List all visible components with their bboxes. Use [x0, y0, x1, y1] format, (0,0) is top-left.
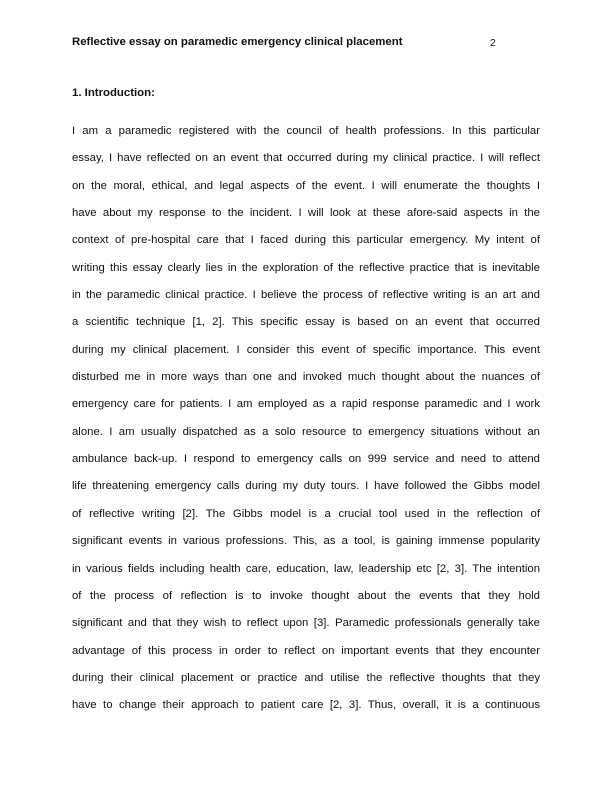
text-line: have about my response to the incident. I will look at these afore-said aspects in the: [72, 207, 540, 220]
text-line: essay, I have reflected on an event that occurred during my clinical practice. I will reflect: [72, 152, 540, 165]
text-line: have to change their approach to patient care [2, 3]. Thus, overall, it is a continuous: [72, 699, 540, 712]
text-line: life threatening emergency calls during my duty tours. I have followed the Gibbs model: [72, 480, 540, 493]
text-line: during their clinical placement or practice and utilise the reflective thoughts that they: [72, 671, 540, 684]
text-line: advantage of this process in order to reflect on important events that they encounter: [72, 644, 540, 657]
text-line: of reflective writing [2]. The Gibbs model is a crucial tool used in the reflection of: [72, 507, 540, 520]
text-line: during my clinical placement. I consider this event of specific importance. This event: [72, 343, 540, 356]
document-title: Reflective essay on paramedic emergency clinical placement: [72, 36, 403, 48]
section-heading: 1. Introduction:: [72, 87, 155, 99]
text-line: in various fields including health care, education, law, leadership etc [2, 3]. The intention: [72, 562, 540, 575]
text-line: significant and that they wish to reflect upon [3]. Paramedic professionals generally take: [72, 617, 540, 630]
page-header: [72, 36, 540, 52]
page-number: 2: [490, 37, 496, 49]
text-line: disturbed me in more ways than one and invoked much thought about the nuances of: [72, 371, 540, 384]
text-line: a scientific technique [1, 2]. This specific essay is based on an event that occurred: [72, 316, 540, 329]
text-line: ambulance back-up. I respond to emergency calls on 999 service and need to attend: [72, 453, 540, 466]
text-line: alone. I am usually dispatched as a solo resource to emergency situations without an: [72, 425, 540, 438]
text-line: emergency care for patients. I am employed as a rapid response paramedic and I work: [72, 398, 540, 411]
text-line: of the process of reflection is to invoke thought about the events that they hold: [72, 589, 540, 602]
body-paragraph: [72, 123, 540, 725]
text-line: in the paramedic clinical practice. I believe the process of reflective writing is an art and: [72, 289, 540, 302]
text-line: significant events in various professions. This, as a tool, is gaining immense popularity: [72, 535, 540, 548]
text-line: writing this essay clearly lies in the exploration of the reflective practice that is inevitable: [72, 261, 540, 274]
text-line: on the moral, ethical, and legal aspects of the event. I will enumerate the thoughts I: [72, 179, 540, 192]
text-line: context of pre-hospital care that I faced during this particular emergency. My intent of: [72, 234, 540, 247]
text-line: I am a paramedic registered with the council of health professions. In this particular: [72, 125, 540, 137]
